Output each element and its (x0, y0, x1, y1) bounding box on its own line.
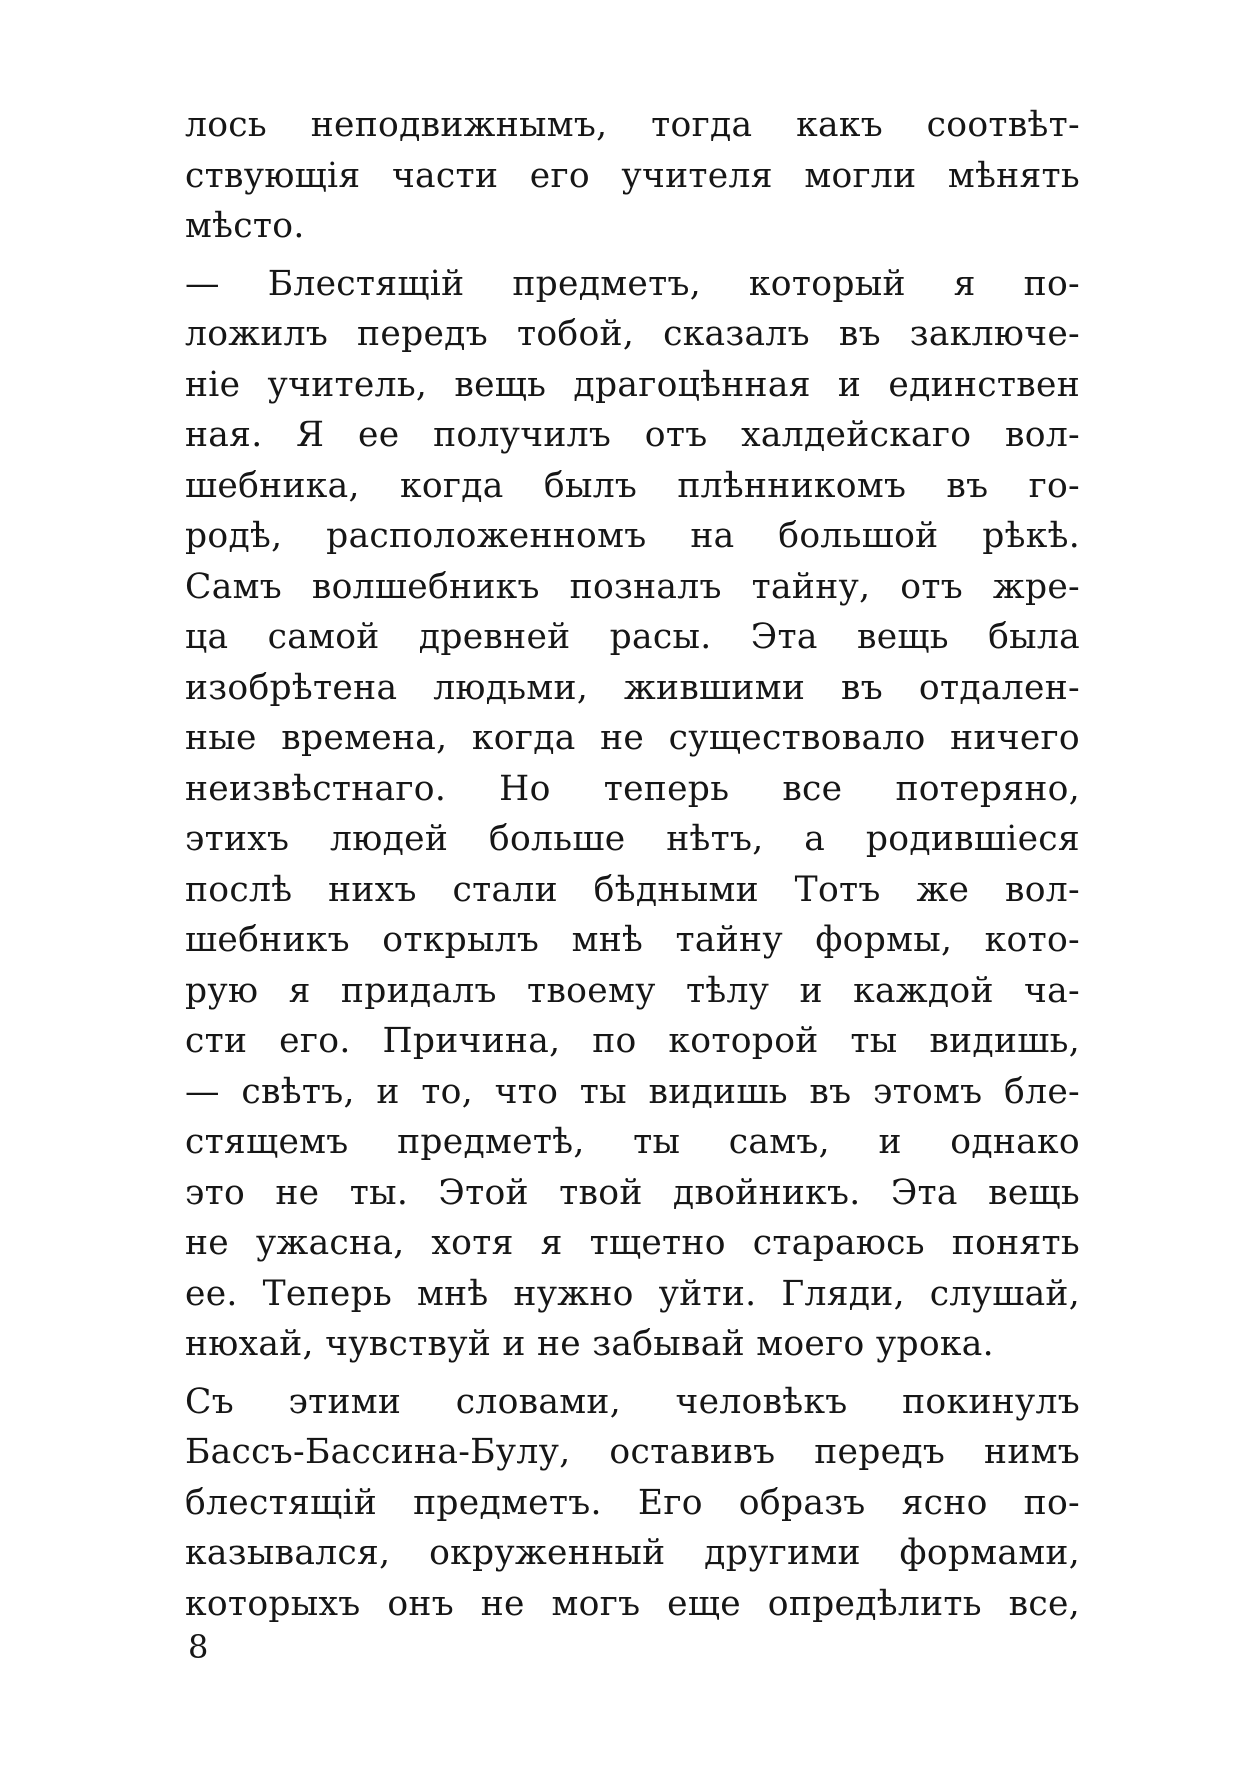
text-line: казывался, окруженный другими формами, (185, 1533, 1080, 1573)
paragraph-1 (185, 100, 1080, 252)
text-line: Самъ волшебникъ позналъ тайну, отъ жре- (185, 566, 1080, 607)
page-body-text (185, 100, 1080, 1629)
text-line: Съ этими словами, человѣкъ покинулъ (185, 1381, 1080, 1422)
text-line: родѣ, расположенномъ на большой рѣкѣ. (185, 516, 1080, 556)
text-line: послѣ нихъ стали бѣдными Тотъ же вол- (185, 869, 1080, 910)
text-line: мѣсто. (185, 206, 305, 246)
text-line: сти его. Причина, по которой ты видишь, (185, 1021, 1080, 1061)
text-line: ніе учитель, вещь драгоцѣнная и единствен (185, 364, 1080, 405)
text-line: Бассъ-Бассина-Булу, оставивъ передъ нимъ (185, 1432, 1080, 1472)
text-line: ложилъ передъ тобой, сказалъ въ заключе- (185, 314, 1080, 354)
text-line: шебникъ открылъ мнѣ тайну формы, кото- (185, 920, 1080, 960)
text-line: неизвѣстнаго. Но теперь все потеряно, (185, 768, 1080, 809)
page-number: 8 (188, 1628, 209, 1666)
text-line: нюхай, чувствуй и не забывай моего урока. (185, 1324, 994, 1364)
text-line: которыхъ онъ не могъ еще опредѣлить все, (185, 1583, 1080, 1624)
text-line: не ужасна, хотя я тщетно стараюсь понять (185, 1223, 1080, 1263)
text-line: ее. Теперь мнѣ нужно уйти. Гляди, слушай, (185, 1273, 1080, 1314)
text-line: ные времена, когда не существовало ничего (185, 718, 1080, 758)
text-line: это не ты. Этой твой двойникъ. Эта вещь (185, 1172, 1080, 1213)
text-line: ствующія части его учителя могли мѣнять (185, 155, 1080, 196)
text-line: ца самой древней расы. Эта вещь была (185, 617, 1080, 657)
text-line: шебника, когда былъ плѣнникомъ въ го- (185, 465, 1080, 506)
paragraph-3 (185, 1377, 1080, 1630)
text-line: — свѣтъ, и то, что ты видишь въ этомъ бле- (185, 1071, 1080, 1112)
text-line: — Блестящій предметъ, который я по- (185, 263, 1080, 304)
paragraph-2 (185, 259, 1080, 1370)
text-line: стящемъ предметѣ, ты самъ, и однако (185, 1122, 1080, 1162)
text-line: лось неподвижнымъ, тогда какъ соотвѣт- (185, 105, 1080, 145)
text-line: изобрѣтена людьми, жившими въ отдален- (185, 667, 1080, 708)
text-line: рую я придалъ твоему тѣлу и каждой ча- (185, 970, 1080, 1011)
text-line: блестящій предметъ. Его образъ ясно по- (185, 1482, 1080, 1523)
text-line: этихъ людей больше нѣтъ, а родившіеся (185, 819, 1080, 859)
text-line: ная. Я ее получилъ отъ халдейскаго вол- (185, 415, 1080, 455)
